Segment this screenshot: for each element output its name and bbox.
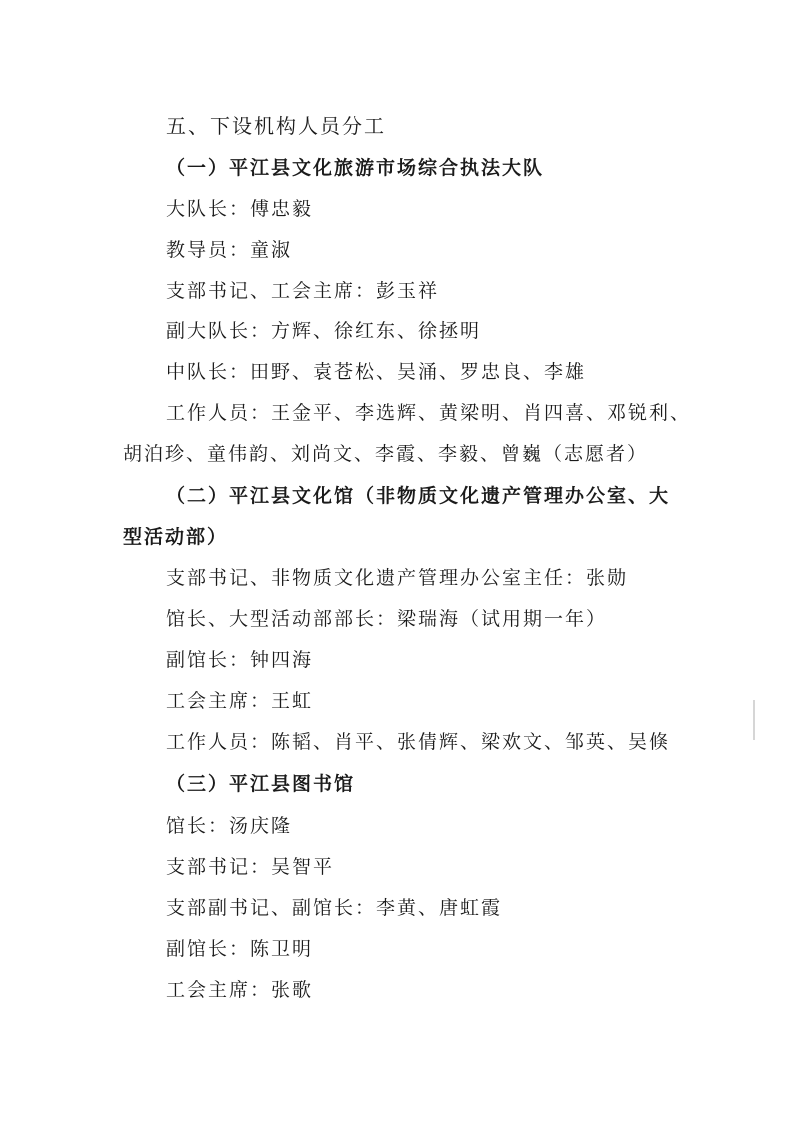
unit1-line: 教导员：童淑 (166, 239, 293, 261)
unit3-heading: （三）平江县图书馆 (166, 773, 356, 795)
section-title: 五、下设机构人员分工 (166, 114, 386, 138)
unit3-line: 馆长：汤庆隆 (166, 815, 293, 837)
unit1-line: 副大队长：方辉、徐红东、徐拯明 (166, 320, 482, 342)
unit2-line: 副馆长：钟四海 (166, 649, 314, 671)
unit2-line: 支部书记、非物质文化遗产管理办公室主任：张勋 (166, 567, 629, 589)
unit1-line: 中队长：田野、袁苍松、吴涌、罗忠良、李雄 (166, 361, 587, 383)
unit1-line: 大队长：傅忠毅 (166, 198, 314, 220)
unit2-line: 馆长、大型活动部部长：梁瑞海（试用期一年） (166, 608, 608, 630)
unit3-line: 工会主席：张歌 (166, 979, 314, 1001)
unit2-line: 工会主席：王虹 (166, 690, 314, 712)
unit1-line: 支部书记、工会主席：彭玉祥 (166, 280, 440, 302)
unit3-line: 支部书记：吴智平 (166, 856, 335, 878)
unit2-line: 工作人员：陈韬、肖平、张倩辉、梁欢文、邹英、吴倏 (166, 731, 671, 753)
unit1-line: 胡泊珍、童伟韵、刘尚文、李霞、李毅、曾巍（志愿者） (123, 443, 649, 465)
unit2-heading: （二）平江县文化馆（非物质文化遗产管理办公室、大 (166, 485, 671, 507)
unit2-heading-cont: 型活动部） (123, 526, 229, 548)
unit1-line: 工作人员：王金平、李选辉、黄梁明、肖四喜、邓锐利、 (166, 402, 692, 424)
scan-artifact (753, 700, 755, 740)
unit1-heading: （一）平江县文化旅游市场综合执法大队 (166, 157, 545, 179)
unit3-line: 副馆长：陈卫明 (166, 938, 314, 960)
unit3-line: 支部副书记、副馆长：李黄、唐虹霞 (166, 897, 503, 919)
